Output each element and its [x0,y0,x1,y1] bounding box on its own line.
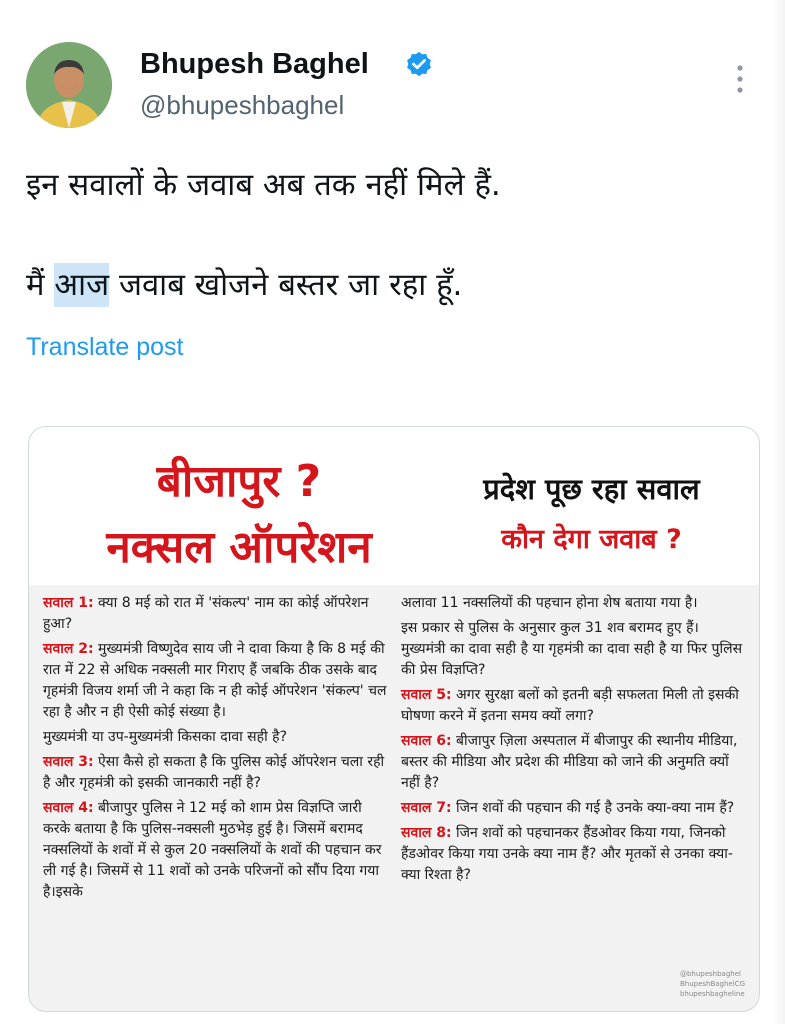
question-text: जिन शवों को पहचानकर हैंडओवर किया गया, जिनको हैंडओवर किया गया उनके क्या नाम हैं? और मृतकों से उनका क्या-क्या रिश्ता है? [401,825,733,883]
question-text: क्या 8 मई को रात में 'संकल्प' नाम का कोई ऑपरेशन हुआ? [43,595,369,632]
question-text: बीजापुर ज़िला अस्पताल में बीजापुर की स्थानीय मीडिया, बस्तर की मीडिया और प्रदेश की मीडिया को जाने की अनुमति क्यों नहीं है? [401,733,738,791]
poster-title-line-1: बीजापुर ? [156,456,322,507]
watermark-line: BhupeshBaghelCG [679,980,745,988]
poster-watermark [680,969,745,999]
poster-right-column [401,593,746,890]
question-label: सवाल 2: [43,641,94,657]
poster-question [43,798,393,903]
poster-question [43,639,393,723]
question-text: मुख्यमंत्री या उप-मुख्यमंत्री किसका दावा सही है? [43,729,288,745]
poster-question [401,593,746,614]
card-edge [773,0,785,1024]
poster-subtitle-line-1: प्रदेश पूछ रहा सवाल [483,472,700,506]
poster-question [401,823,746,886]
poster-question [43,752,393,794]
avatar[interactable] [26,42,112,128]
question-label: सवाल 6: [401,733,452,749]
question-text: जिन शवों की पहचान की गई है उनके क्या-क्या नाम हैं? [451,800,735,816]
question-text: बीजापुर पुलिस ने 12 मई को शाम प्रेस विज्ञप्ति जारी करके बताया है कि पुलिस-नक्सली मुठभेड़ हुई है। जिसमें बरामद नक्सलियों के शवों में से कुल 20 नक्सलियों के शवों की पहचान कर ली गई है। जिसमें से 11 शवों को उनके परिजनों को सौंप दिया गया है।इसके [43,800,382,900]
question-label: सवाल 8: [401,825,452,841]
question-text: मुख्यमंत्री विष्णुदेव साय जी ने दावा किया है कि 8 मई की रात में 22 से अधिक नक्सली मार गिराए हैं जबकि ठीक उसके बाद गृहमंत्री विजय शर्मा जी ने कहा कि न ही कोई ऑपरेशन 'संकल्प' चल रहा है और न ही ऐसी कोई संख्या है। [43,641,387,720]
question-label: सवाल 5: [401,687,452,703]
poster-question [401,798,746,819]
poster-question [43,727,393,748]
poster-header [29,427,759,585]
poster-question [43,593,393,635]
watermark-line: bhupeshbagheline [679,990,745,998]
watermark-line: @bhupeshbaghel [679,970,741,978]
author-display-name[interactable]: Bhupesh Baghel [140,48,369,80]
question-label: सवाल 1: [43,595,94,611]
tweet-text-line-2 [26,263,462,305]
poster-question [401,731,746,794]
more-options-icon[interactable] [728,62,752,96]
tweet-text-segment: जवाब खोजने बस्तर जा रहा हूँ. [109,267,463,303]
poster-title-line-2: नक्सल ऑपरेशन [106,522,372,573]
question-label: सवाल 3: [43,754,94,770]
avatar-portrait [26,42,112,128]
poster-subtitle-line-2: कौन देगा जवाब ? [501,524,682,555]
question-text: ऐसा कैसे हो सकता है कि पुलिस कोई ऑपरेशन चला रही है और गृहमंत्री को इसकी जानकारी नहीं है? [43,754,385,791]
poster-question [401,685,746,727]
poster-left-column [43,593,393,907]
question-text: अलावा 11 नक्सलियों की पहचान होना शेष बताया गया है। [401,595,698,611]
poster-question [401,618,746,681]
attached-poster-image[interactable] [28,426,760,1012]
translate-post-link[interactable]: Translate post [26,333,184,361]
verified-badge-icon [404,50,434,80]
tweet-text-line-1: इन सवालों के जवाब अब तक नहीं मिले हैं. [26,167,501,203]
question-text: इस प्रकार से पुलिस के अनुसार कुल 31 शव बरामद हुए हैं। मुख्यमंत्री का दावा सही है या गृहमंत्री का दावा सही है या फिर पुलिस की प्रेस विज्ञप्ति? [401,620,743,678]
question-label: सवाल 4: [43,800,94,816]
tweet-text-segment: मैं [26,267,55,303]
highlighted-word: आज [54,263,109,307]
question-text: अगर सुरक्षा बलों को इतनी बड़ी सफलता मिली तो इसकी घोषणा करने में इतना समय क्यों लगा? [401,687,739,724]
author-handle[interactable]: @bhupeshbaghel [140,90,345,120]
question-label: सवाल 7: [401,800,452,816]
